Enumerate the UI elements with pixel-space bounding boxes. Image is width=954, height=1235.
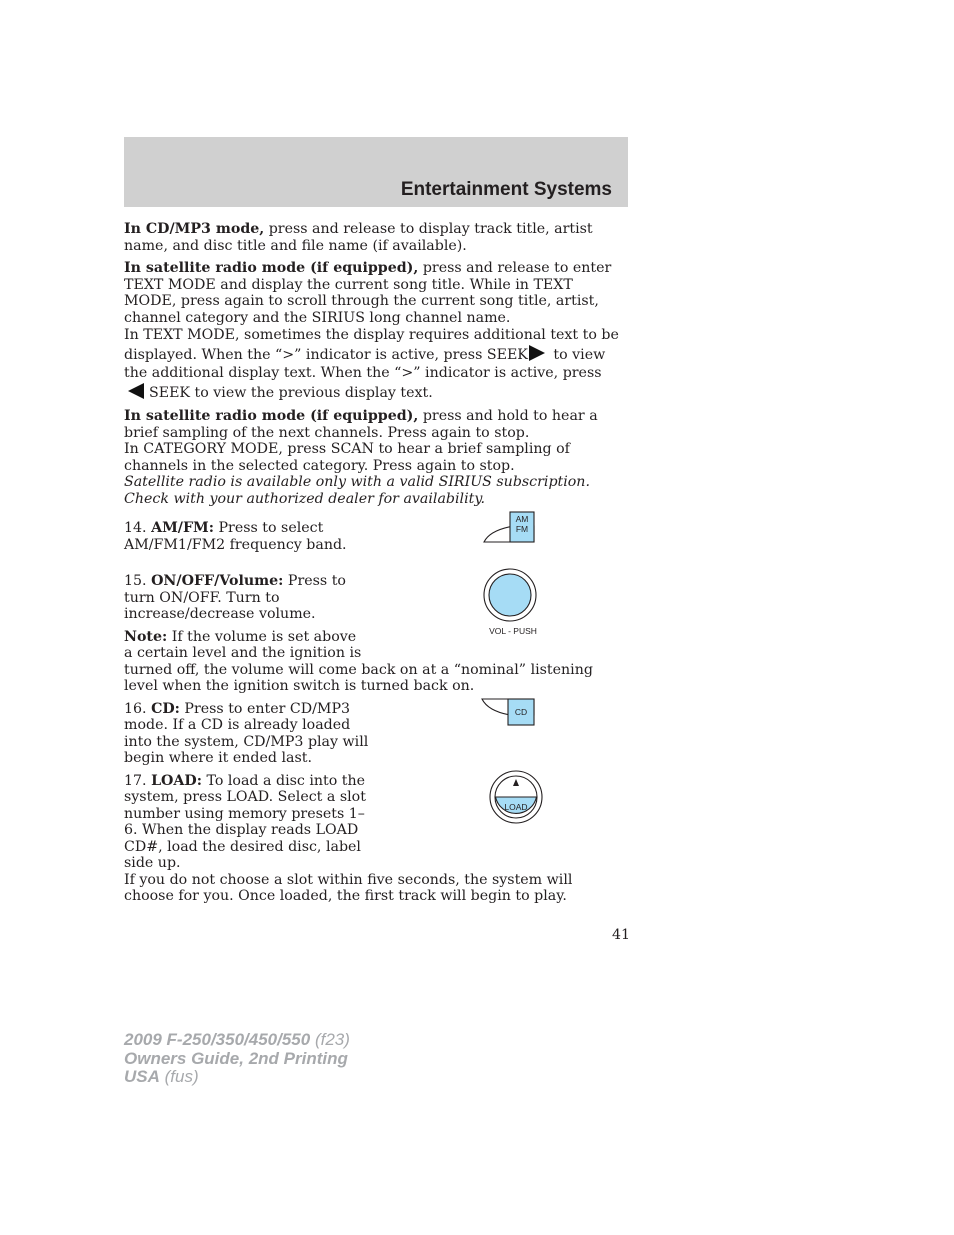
item-am-fm: 14. AM/FM: Press to select AM/FM1/FM2 frequency band. AM FM (124, 520, 624, 573)
item-cd: 16. CD: Press to enter CD/MP3 mode. If a CD is already loaded into the system, CD/MP3 play will begin where it ended last. CD (124, 701, 624, 767)
paragraph-text-mode-seek: In TEXT MODE, sometimes the display requires additional text to be displayed. When the “>” indicator is active, press SEEK to view the additional display text. When the “>” indicator is active, pressSEEK to view the previous display text. (124, 327, 619, 401)
am-fm-icon-label-bottom: FM (515, 524, 529, 534)
cd-icon-label: CD (514, 706, 528, 717)
am-fm-icon-label-top: AM (515, 514, 529, 524)
paragraph-category-mode: In CATEGORY MODE, press SCAN to hear a brief sampling of channels in the selected category. Press again to stop. (124, 441, 570, 474)
page-number: 41 (612, 927, 631, 943)
load-followup: If you do not choose a slot within five seconds, the system will choose for you. Once loaded, the first track will begin to play. (124, 871, 573, 904)
paragraph-cd-mp3-mode: In CD/MP3 mode, press and release to display track title, artist name, and disc title and file name (if available). (124, 221, 593, 254)
am-fm-button-icon (482, 510, 536, 544)
footer-line-edition: Owners Guide, 2nd Printing (124, 1048, 348, 1068)
footer-line-market: USA (fus) (124, 1067, 199, 1086)
load-icon-label: LOAD (504, 801, 528, 812)
paragraph-satellite-text-mode: In satellite radio mode (if equipped), press and release to enter TEXT MODE and display the current song title. While in TEXT MODE, press again to scroll through the current song title, artist, channel category and the SIRIUS long channel name. (124, 260, 612, 326)
seek-left-arrow-icon (128, 383, 144, 399)
seek-right-arrow-icon (529, 345, 545, 361)
satellite-availability-note: Satellite radio is available only with a valid SIRIUS subscription. Check with your authorized dealer for availability. (124, 474, 590, 507)
load-button-icon (488, 769, 544, 825)
page-content (124, 221, 624, 905)
paragraph-satellite-scan: In satellite radio mode (if equipped), press and hold to hear a brief sampling of the next channels. Press again to stop. (124, 408, 598, 441)
footer-line-model: 2009 F-250/350/450/550 (f23) (124, 1030, 350, 1049)
paragraph-lead: In satellite radio mode (if equipped), (124, 408, 419, 424)
volume-note: Note: If the volume is set above a certain level and the ignition is (124, 628, 362, 661)
volume-note-continued: turned off, the volume will come back on at a “nominal” listening level when the ignition switch is turned back on. (124, 661, 593, 694)
section-header (124, 137, 628, 207)
cd-button-icon (480, 697, 536, 731)
section-title: Entertainment Systems (400, 179, 612, 200)
document-footer (124, 1031, 350, 1087)
volume-knob-icon (480, 567, 544, 641)
paragraph-lead: In satellite radio mode (if equipped), (124, 260, 419, 276)
volume-knob-label: VOL - PUSH (489, 626, 537, 636)
paragraph-lead: In CD/MP3 mode, (124, 221, 265, 237)
item-on-off-volume: 15. ON/OFF/Volume: Press to turn ON/OFF. Turn to increase/decrease volume. Note: If the volume is set above a certain level and the ignition is turned off, the volume will come back on at a “nominal” listening level when the ignition switch is turned back on. VOL - PUSH (124, 573, 624, 695)
item-load: 17. LOAD: To load a disc into the system, press LOAD. Select a slot number using memory presets 1–6. When the display reads LOAD CD#, load the desired disc, label side up. If you do not choose a slot within five seconds, the system will choose for you. Once loaded, the first track will begin to play. LOAD (124, 773, 624, 905)
